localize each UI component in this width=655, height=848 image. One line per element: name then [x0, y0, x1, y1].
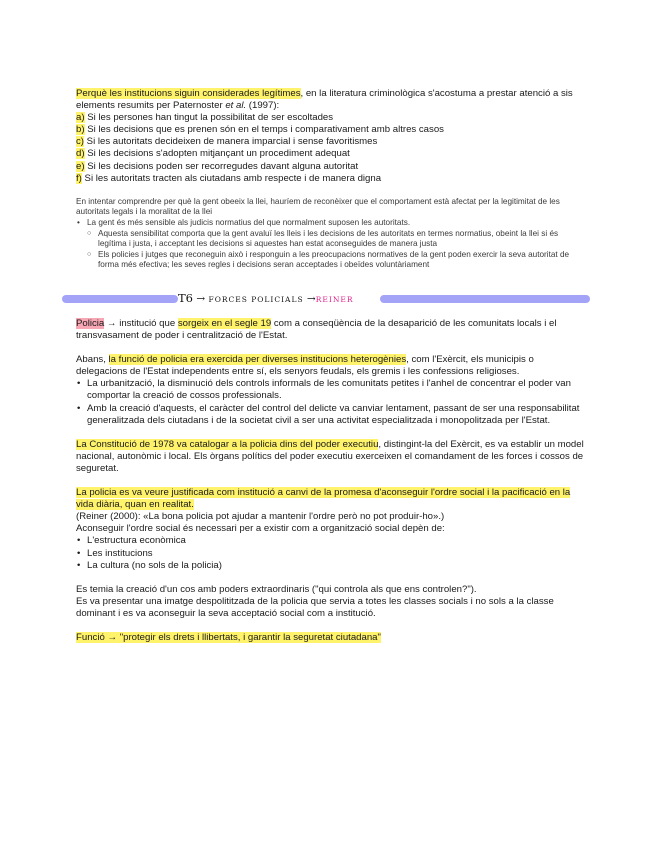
- list-item: c) Si les autoritats decideixen de manera imparcial i sense favoritismes: [76, 136, 378, 148]
- reiner-quote: (Reiner (2000): «La bona policia pot ajudar a mantenir l'ordre però no pot produir-ho».): [76, 511, 445, 523]
- heading-bar-right: [380, 295, 590, 303]
- section-heading-t6: [62, 292, 590, 306]
- section-t6-body: [76, 318, 586, 644]
- abans-list: [76, 378, 586, 426]
- funcio-paragraph: Funció → "protegir els drets i llibertats, i garantir la seguretat ciutadana": [76, 631, 381, 643]
- temia-line: Es temia la creació d'un cos amb poders extraordinaris ("qui controla als que ens controlen?").: [76, 583, 477, 595]
- imatge-paragraph: Es va presentar una imatge despolititzada de la policia que servia a totes les classes socials i no sols a la classe dominant i es va aconseguir la seva acceptació social com a institució.: [76, 595, 554, 619]
- heading-title: T6 → FORCES POLICIALS →REINER: [178, 291, 354, 305]
- note-bullet: • La gent és més sensible als judicis normatius del que normalment suposen les autoritats.: [87, 218, 586, 229]
- list-item: b) Si les decisions que es prenen són en el temps i comparativament amb altres casos: [76, 124, 444, 136]
- note-subbullet: ○ Els policies i jutges que reconeguin això i responguin a les preocupacions normatives de la gent poden exercir la seva autoritat de forma més efectiva; les seves regles i decisions seran acceptades i obeïdes voluntàriament: [98, 250, 586, 271]
- note-text: En intentar comprendre per què la gent obeeix la llei, hauríem de reconèixer que el comportament està afectat per la legitimitat de les autoritats legals i la moralitat de la llei: [76, 196, 560, 217]
- policia-paragraph: Policia → institució que sorgeix en el segle 19 com a conseqüència de la desaparició de les comunitats locals i el transvasament de poder i centralització de l'Estat.: [76, 318, 557, 342]
- list-item: • Amb la creació d'aquests, el caràcter del control del delicte va canviar lentament, passant de ser una responsabilitat generalitzada dels ciutadans i de la societat civil a ser una activitat especialitzada i monopolitzada per l'Estat.: [87, 403, 586, 427]
- abans-paragraph: Abans, la funció de policia era exercida per diverses institucions heterogènies, com l'Exèrcit, els municipis o delegacions de l'Estat independents entre sí, els senyors feudals, els gremis i les confessions religioses.: [76, 354, 534, 378]
- list-item: • Les institucions: [87, 548, 586, 560]
- list-item: • La urbanització, la disminució dels controls informals de les comunitats petites i l'anhel de concentrar el poder van comportar la creació de cossos professionals.: [87, 378, 586, 402]
- ordre-list: [76, 535, 586, 571]
- intro-paragraph: Perquè les institucions siguin considerades legítimes, en la literatura criminològica s'acostuma a prestar atenció a sis elements resumits per Paternoster et al. (1997):: [76, 88, 573, 112]
- list-item: d) Si les decisions s'adopten mitjançant un procediment adequat: [76, 148, 350, 160]
- intro-highlight: Perquè les institucions siguin considerades legítimes: [76, 88, 301, 99]
- list-item: e) Si les decisions poden ser recorregudes davant alguna autoritat: [76, 160, 359, 172]
- heading-bar-left: [62, 295, 178, 303]
- constitucio-paragraph: La Constitució de 1978 va catalogar a la policia dins del poder executiu, distingint-la del Exèrcit, es va establir un model nacional, autonòmic i local. Els òrgans polítics del poder executiu exerceixen el comandament de les forces i cossos de seguretat.: [76, 438, 584, 474]
- note-subbullet: ○ Aquesta sensibilitat comporta que la gent avaluï les lleis i les decisions de les autoritats en termes normatius, obeint la llei si és legítima i justa, i acceptant les decisions si aquestes han estat aconseguides de manera justa: [98, 229, 586, 250]
- list-item: • L'estructura econòmica: [87, 535, 586, 547]
- ordre-lead: Aconseguir l'ordre social és necessari per a existir com a organització social depèn de:: [76, 523, 445, 535]
- list-item: f) Si les autoritats tracten als ciutadans amb respecte i de manera digna: [76, 172, 382, 184]
- list-item: • La cultura (no sols de la policia): [87, 560, 586, 572]
- document-body: [76, 88, 586, 271]
- list-item: a) Si les persones han tingut la possibilitat de ser escoltades: [76, 112, 334, 124]
- justificada-paragraph: La policia es va veure justificada com institució a canvi de la promesa d'aconseguir l'ordre social i la pacificació en la vida diària, quan en realitat.: [76, 487, 571, 511]
- reiner-label: REINER: [315, 295, 354, 304]
- note-block: [76, 197, 586, 271]
- elements-list: [76, 112, 586, 185]
